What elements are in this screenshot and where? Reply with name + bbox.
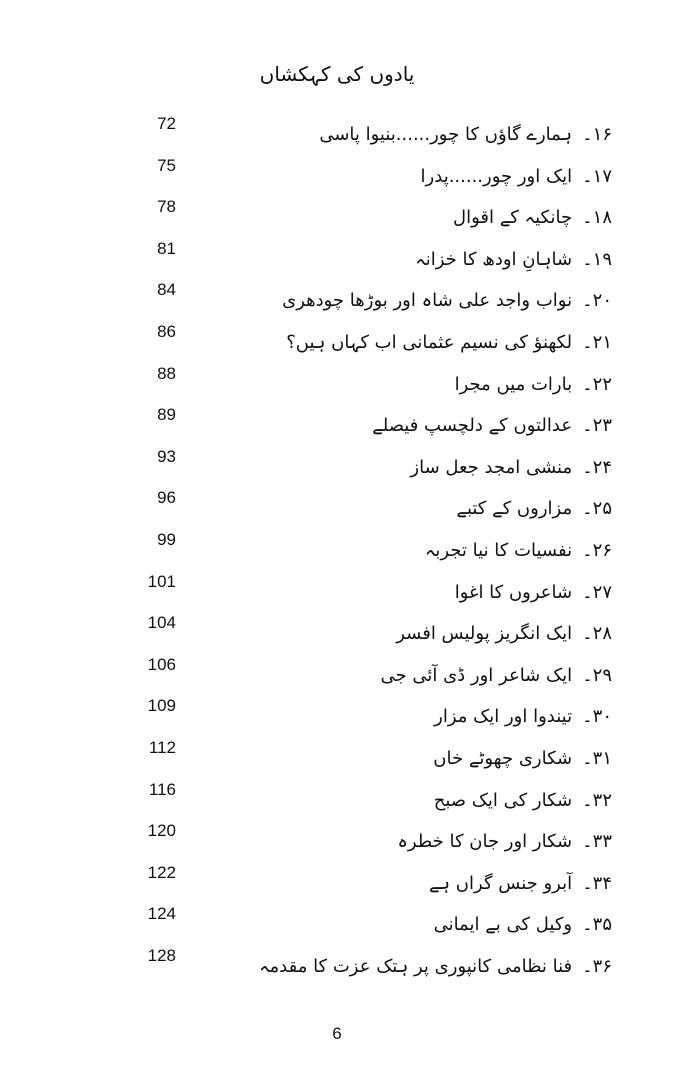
toc-entry-number: ۳۱۔ [582,748,612,769]
toc-entry [434,790,612,811]
toc-page-number: 93 [157,446,176,466]
toc-entry [453,207,612,228]
toc-entry [319,124,612,145]
toc-page-number: 109 [147,696,176,716]
toc-row [0,736,674,776]
toc-page-number: 122 [147,862,176,882]
toc-row [0,195,674,235]
toc-entry-number: ۲۵۔ [582,498,612,520]
toc-entry-number: ۲۲۔ [582,373,612,395]
toc-entry-number: ۲۴۔ [582,456,612,478]
page-number: 6 [332,1024,342,1043]
toc-entry-title: ایک اور چور......پدرا [420,165,573,187]
toc-entry-title: شاعروں کا اغوا [454,581,573,603]
toc-row [0,237,674,277]
toc-entry-title: نفسیات کا نیا تجربہ [424,540,573,561]
toc-entry-title: لکھنؤ کی نسیم عثمانی اب کہاں ہیں؟ [286,332,573,353]
toc-row [0,861,674,901]
toc-page-number: 88 [157,363,176,383]
toc-page-number: 124 [147,904,176,924]
toc-page-number: 104 [147,613,176,633]
toc-entry-title: تیندوا اور ایک مزار [434,706,573,728]
toc-page-number: 86 [157,322,176,341]
toc-entry [434,706,612,727]
toc-row [0,653,674,693]
toc-row [0,611,674,651]
toc-entry-title: آبرو جنس گراں ہے [428,872,573,894]
toc-entry [381,665,613,686]
toc-entry-title: منشی امجد جعل ساز [410,456,573,478]
toc-entry [425,540,612,561]
toc-entry [396,623,612,644]
toc-page-number: 106 [147,654,176,674]
toc-row [0,112,674,152]
toc-entry-number: ۳۶۔ [582,956,612,977]
toc-entry-number: ۲۸۔ [582,623,612,645]
toc-row [0,694,674,734]
toc-entry-title: فنا نظامی کانپوری پر ہتک عزت کا مقدمہ [258,956,573,977]
toc-entry-title: بارات میں مجرا [454,373,573,395]
toc-entry [397,831,612,852]
toc-row [0,278,674,318]
toc-entry-number: ۳۲۔ [582,789,612,811]
toc-page-number: 72 [157,114,176,133]
toc-page-number: 84 [157,280,176,300]
toc-entry-number: ۲۳۔ [582,415,612,437]
toc-entry [372,415,612,436]
toc-page-number: 128 [147,946,176,965]
toc-entry-title: شکار کی ایک صبح [433,789,573,811]
toc-entry [259,956,612,977]
toc-row [0,570,674,610]
book-title: یادوں کی کہکشاں [259,62,415,86]
toc-entry-title: عدالتوں کے دلچسپ فیصلے [372,415,573,437]
toc-row [0,320,674,360]
toc-entry [433,748,612,769]
table-of-contents [0,112,674,992]
toc-page-number: 96 [157,488,176,508]
toc-page-number: 89 [157,405,176,425]
toc-entry-title: شکار اور جان کا خطرہ [397,831,573,853]
toc-entry-title: وکیل کی بے ایمانی [433,914,573,936]
toc-entry [455,374,612,395]
toc-entry [282,290,612,311]
toc-entry [421,166,612,187]
toc-page-number: 78 [157,197,176,217]
toc-entry-number: ۲۶۔ [582,540,612,561]
toc-page-number: 120 [147,821,176,841]
toc-page-number: 101 [147,571,176,591]
toc-entry-title: مزاروں کے کتبے [456,498,573,520]
toc-entry [410,457,612,478]
toc-entry [455,582,612,603]
toc-entry-title: ہمارے گاؤں کا چور......بنیوا پاسی [319,124,573,145]
toc-entry-title: ایک شاعر اور ڈی آئی جی [380,664,573,686]
toc-entry [286,332,612,353]
toc-entry-number: ۲۰۔ [582,290,612,312]
toc-row [0,486,674,526]
toc-row [0,403,674,443]
toc-row [0,902,674,942]
toc-entry-title: نواب واجد علی شاہ اور بوڑھا چودھری [282,290,573,312]
toc-entry [415,249,612,270]
toc-page-number: 81 [157,238,176,258]
toc-entry [456,498,612,519]
toc-page-number: 116 [148,779,176,799]
toc-entry [429,873,612,894]
toc-page-number: 99 [157,530,176,549]
toc-entry-number: ۳۳۔ [582,831,612,853]
toc-row [0,778,674,818]
toc-entry-number: ۲۹۔ [582,664,612,686]
running-header [0,62,674,86]
toc-entry-number: ۲۷۔ [582,581,612,603]
toc-entry-title: شکاری چھوٹے خاں [433,748,573,769]
toc-entry-number: ۱۹۔ [582,248,612,270]
toc-entry-number: ۳۰۔ [582,706,612,728]
toc-row [0,944,674,984]
toc-row [0,362,674,402]
toc-entry-title: شاہانِ اودھ کا خزانہ [415,248,573,270]
toc-entry-number: ۱۸۔ [582,207,612,229]
toc-row [0,445,674,485]
toc-entry-number: ۱۷۔ [582,165,612,187]
toc-row [0,154,674,194]
toc-page-number: 75 [157,155,176,175]
toc-row [0,819,674,859]
toc-page-number: 112 [148,738,176,757]
toc-entry-title: ایک انگریز پولیس افسر [396,623,573,645]
toc-entry-number: ۳۵۔ [582,914,612,936]
toc-entry-number: ۱۶۔ [582,124,612,145]
toc-entry-number: ۲۱۔ [582,332,612,353]
toc-entry [434,914,612,935]
toc-entry-title: چانکیہ کے اقوال [453,207,573,229]
toc-entry-number: ۳۴۔ [582,872,612,894]
toc-row [0,528,674,568]
